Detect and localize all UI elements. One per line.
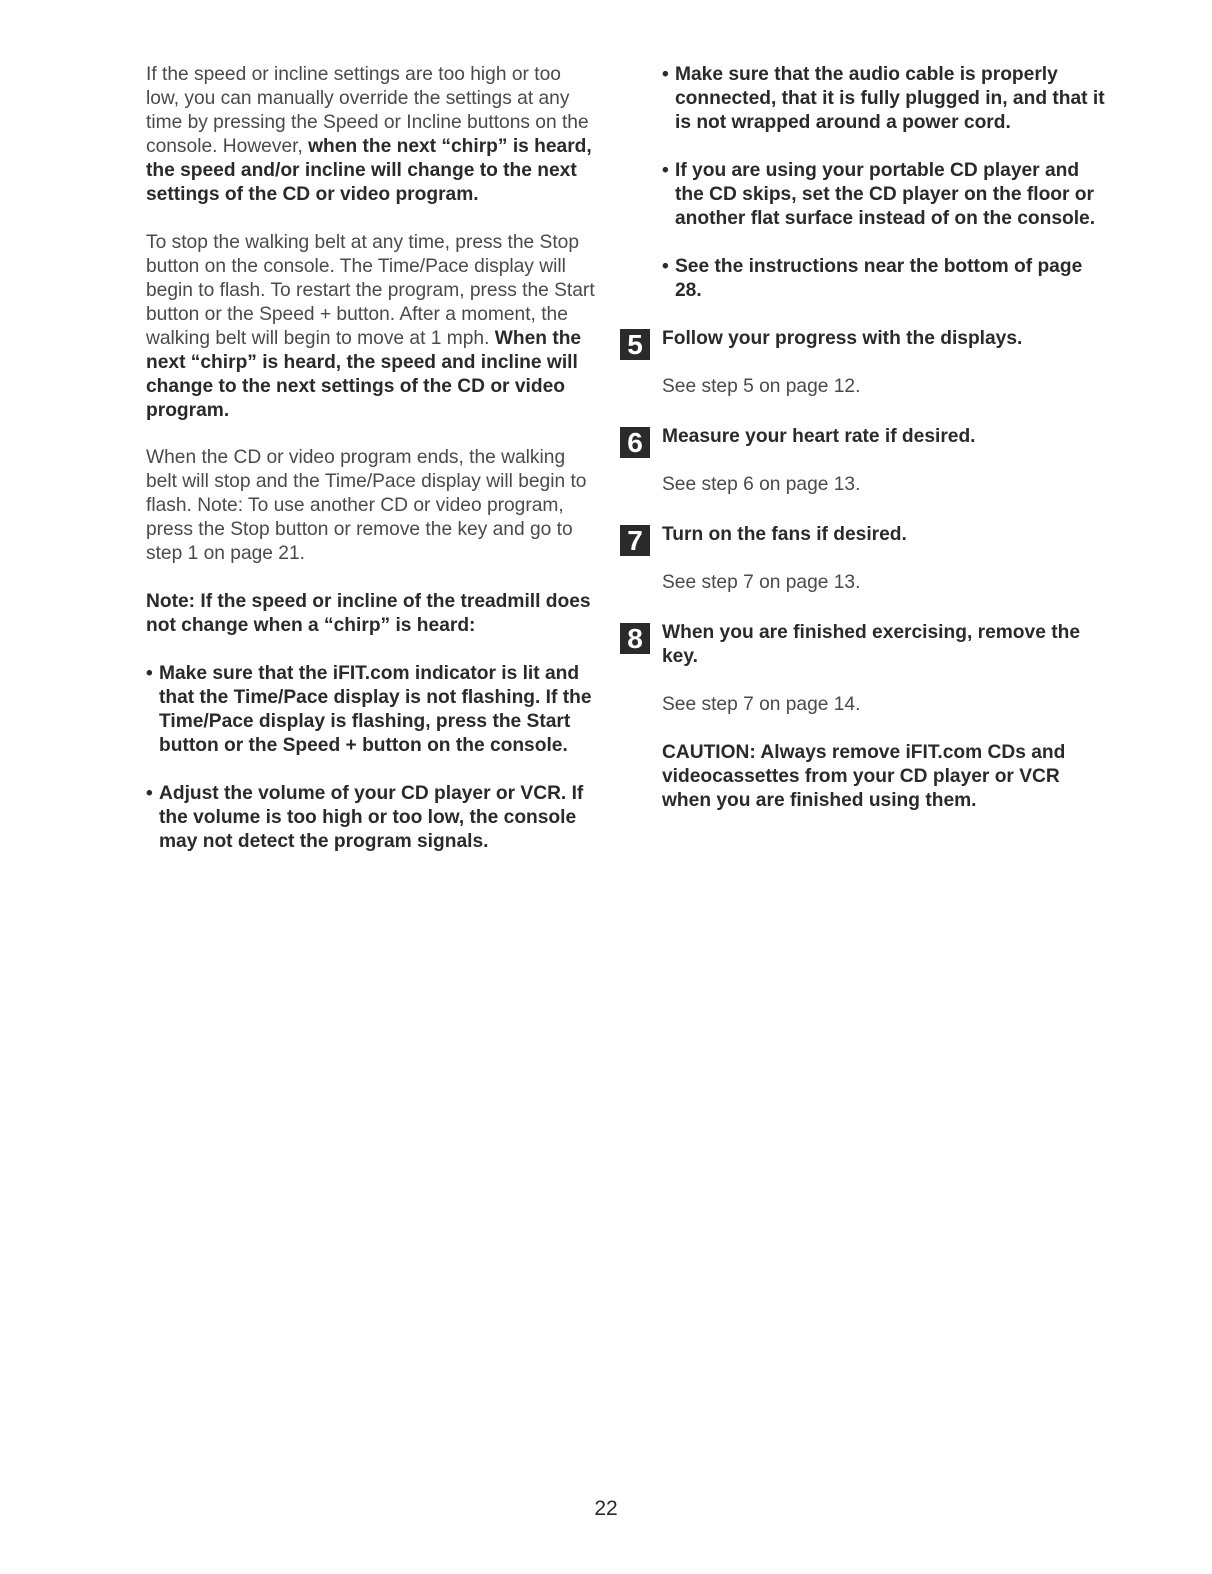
step-description: See step 5 on page 12. [662, 376, 861, 397]
step-number-badge: 5 [620, 329, 650, 360]
stop-belt-paragraph [146, 231, 596, 423]
step-title: When you are finished exercising, remove the key. [662, 622, 1080, 667]
step-title: Turn on the fans if desired. [662, 524, 907, 545]
bullet-item [146, 782, 596, 854]
program-ends-paragraph: When the CD or video program ends, the walking belt will stop and the Time/Pace display will begin to flash. Note: To use another CD or video program, press the Stop button or remove the key and go to step 1 on page 21. [146, 447, 587, 564]
page-number: 22 [594, 1497, 618, 1520]
bullet-text: Make sure that the iFIT.com indicator is lit and that the Time/Pace display is not flashing. If the Time/Pace display is flashing, press the Start button or the Speed + button on the console. [159, 663, 592, 756]
override-paragraph [146, 63, 596, 207]
bullet-dot: • [146, 663, 153, 684]
step-6 [620, 425, 1110, 497]
bullet-item [662, 255, 1110, 303]
bullet-dot: • [662, 160, 669, 181]
step-number-badge: 7 [620, 525, 650, 556]
bullet-text: See the instructions near the bottom of page 28. [675, 256, 1083, 301]
step-description: See step 6 on page 13. [662, 474, 861, 495]
step-title: Measure your heart rate if desired. [662, 426, 976, 447]
bullet-item [146, 662, 596, 758]
step-7 [620, 523, 1110, 595]
step-number-badge: 6 [620, 427, 650, 458]
bullet-item [662, 159, 1110, 231]
step-description: See step 7 on page 14. [662, 694, 861, 715]
bullet-item [662, 63, 1110, 135]
step-8 [620, 621, 1110, 717]
bullet-text: Make sure that the audio cable is properly connected, that it is fully plugged in, and that it is not wrapped around a power cord. [675, 64, 1105, 133]
stop-belt-text: To stop the walking belt at any time, press the Stop button on the console. The Time/Pace display will begin to flash. To restart the program, press the Start button or the Speed + button. After a moment, the walking belt will begin to move at 1 mph. [146, 232, 595, 349]
override-text: If the speed or incline settings are too high or too low, you can manually override the settings at any time by pressing the Speed or Incline buttons on the console. However, [146, 64, 589, 157]
bullet-dot: • [662, 64, 669, 85]
override-bold-text: when the next “chirp” is heard, the speed and/or incline will change to the next settings of the CD or video program. [146, 136, 592, 205]
right-bullet-list [620, 63, 1110, 303]
bullet-dot: • [662, 256, 669, 277]
left-column [146, 63, 596, 878]
bullet-text: If you are using your portable CD player and the CD skips, set the CD player on the floor or another flat surface instead of on the console. [675, 160, 1096, 229]
step-description: See step 7 on page 13. [662, 572, 861, 593]
caution-note: CAUTION: Always remove iFIT.com CDs and videocassettes from your CD player or VCR when you are finished using them. [662, 742, 1066, 811]
right-column [620, 63, 1110, 813]
bullet-text: Adjust the volume of your CD player or VCR. If the volume is too high or too low, the console may not detect the program signals. [159, 783, 584, 852]
stop-belt-bold-text: When the next “chirp” is heard, the speed and incline will change to the next settings of the CD or video program. [146, 328, 582, 421]
bullet-dot: • [146, 783, 153, 804]
note-heading: Note: If the speed or incline of the treadmill does not change when a “chirp” is heard: [146, 591, 591, 636]
step-number-badge: 8 [620, 623, 650, 654]
step-5 [620, 327, 1110, 399]
step-title: Follow your progress with the displays. [662, 328, 1023, 349]
